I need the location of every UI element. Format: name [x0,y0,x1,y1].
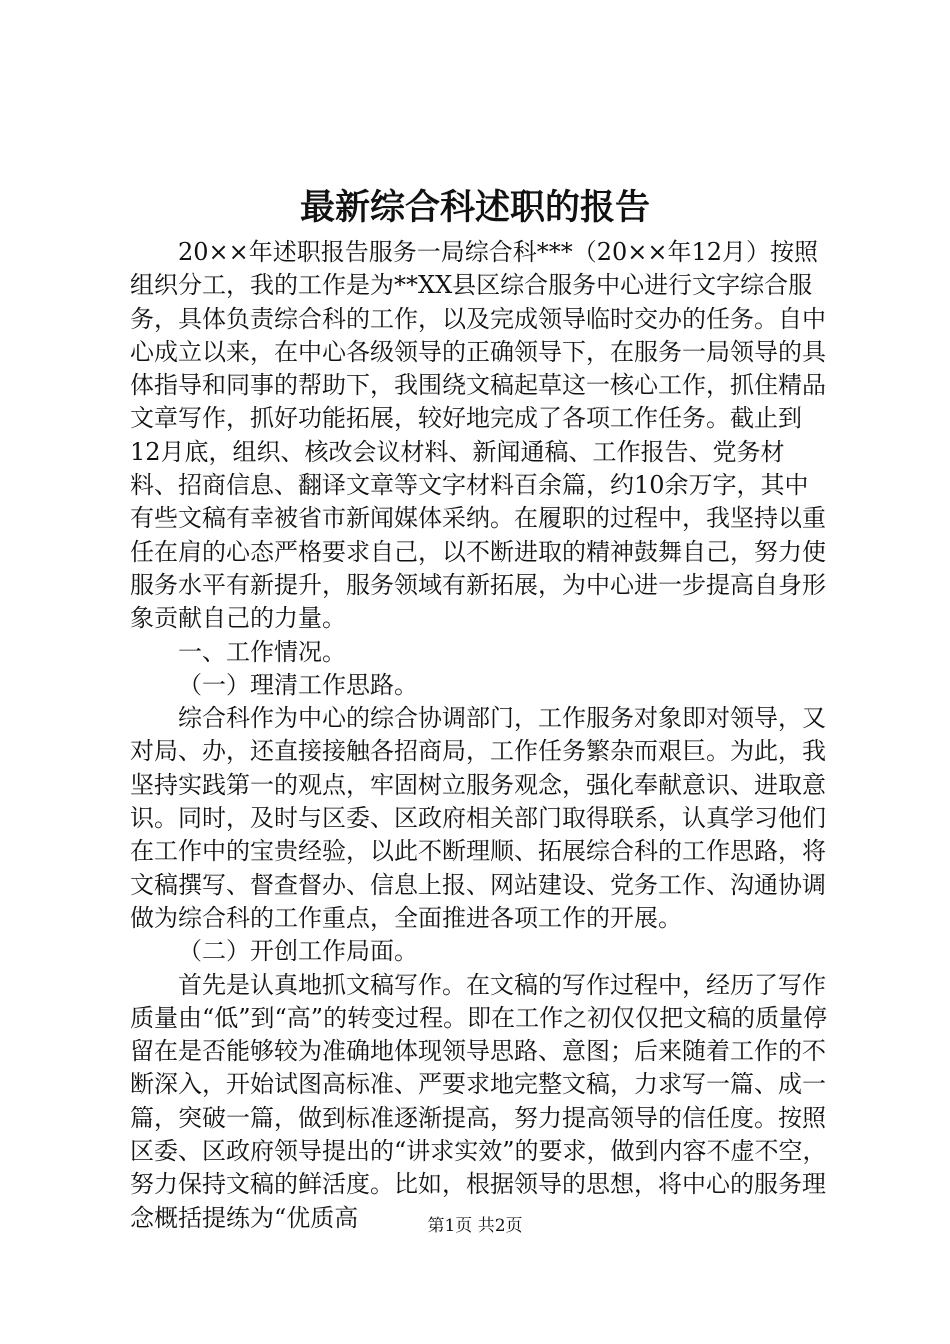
subsection-heading-2: （二）开创工作局面。 [178,937,418,966]
page-footer: 第1页 共2页 [427,1216,523,1236]
document-title: 最新综合科述职的报告 [299,187,650,228]
paragraph-work-situation: 首先是认真地抓文稿写作。在文稿的写作过程中，经历了写作质量由“低”到“高”的转变过程。即在工作之初仅仅把文稿的质量停留在是否能够较为准确地体现领导思路、意图；后来随着工作的不断深入，开始试图高标准、严要求地完整文稿，力求写一篇、成一篇，突破一篇，做到标准逐渐提高，努力提高领导的信任度。按照区委、区政府领导提出的“讲求实效”的要求，做到内容不虚不空，努力保持文稿的鲜活度。比如，根据领导的思想，将中心的服务理念概括提练为“优质高 [130,970,828,1232]
subsection-heading-1: （一）理清工作思路。 [178,670,418,699]
paragraph-intro: 20××年述职报告服务一局综合科***（20××年12月）按照组织分工，我的工作是为**XX县区综合服务中心进行文字综合服务，具体负责综合科的工作，以及完成领导临时交办的任务。自中心成立以来，在中心各级领导的正确领导下，在服务一局领导的具体指导和同事的帮助下，我围绕文稿起草这一核心工作，抓住精品文章写作，抓好功能拓展，较好地完成了各项工作任务。截止到12月底，组织、核改会议材料、新闻通稿、工作报告、党务材料、招商信息、翻译文章等文字材料百余篇，约10余万字，其中有些文稿有幸被省市新闻媒体采纳。在履职的过程中，我坚持以重任在肩的心态严格要求自己，以不断进取的精神鼓舞自己，努力使服务水平有新提升，服务领域有新拓展，为中心进一步提高自身形象贡献自己的力量。 [130,238,826,633]
document-body [130,236,830,1235]
paragraph-work-thinking: 综合科作为中心的综合协调部门，工作服务对象即对领导，又对局、办，还直接接触各招商局，工作任务繁杂而艰巨。为此，我坚持实践第一的观点，牢固树立服务观念，强化奉献意识、进取意识。同时，及时与区委、区政府相关部门取得联系，认真学习他们在工作中的宝贵经验，以此不断理顺、拓展综合科的工作思路，将文稿撰写、督查督办、信息上报、网站建设、党务工作、沟通协调做为综合科的工作重点，全面推进各项工作的开展。 [130,704,826,932]
section-heading-work-status: 一、工作情况。 [178,637,346,666]
